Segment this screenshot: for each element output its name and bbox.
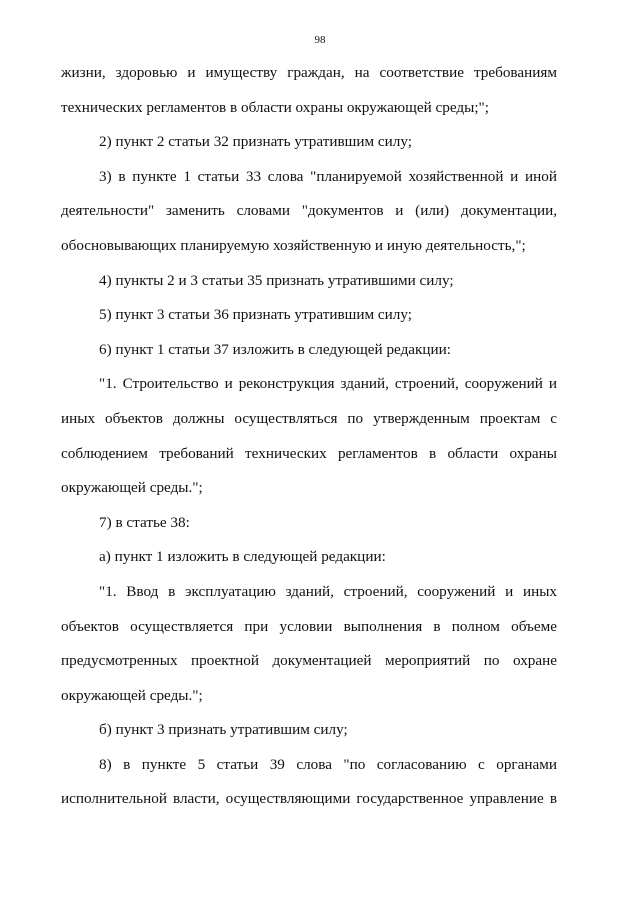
paragraph-item-3: 3) в пункте 1 статьи 33 слова "планируемой хозяйственной и иной деятельности" заменить словами "документов и (или) документации, обосновывающих планируемую хозяйственную и иную деятельность,"; xyxy=(61,167,557,254)
paragraph-quote-construction: "1. Строительство и реконструкция зданий, строений, сооружений и иных объектов должны осуществляться по утвержденным проектам с соблюдением требований технических регламентов в области охраны окружающей среды."; xyxy=(61,375,557,497)
paragraph-item-5: 5) пункт 3 статьи 36 признать утратившим силу; xyxy=(99,306,412,324)
page-number: 98 xyxy=(314,34,326,46)
paragraph-subitem-b: б) пункт 3 признать утратившим силу; xyxy=(99,721,348,739)
paragraph-item-4: 4) пункты 2 и 3 статьи 35 признать утратившими силу; xyxy=(99,271,454,289)
paragraph-item-8: 8) в пункте 5 статьи 39 слова "по согласованию с органами исполнительной власти, осуществляющими государственное управление в xyxy=(61,755,557,808)
paragraph-continuation: жизни, здоровью и имуществу граждан, на соответствие требованиям технических регламентов в области охраны окружающей среды;"; xyxy=(61,64,557,116)
paragraph-subitem-a: а) пункт 1 изложить в следующей редакции: xyxy=(99,548,386,566)
paragraph-item-6: 6) пункт 1 статьи 37 изложить в следующей редакции: xyxy=(99,340,452,358)
paragraph-item-2: 2) пункт 2 статьи 32 признать утратившим силу; xyxy=(99,133,412,151)
paragraph-quote-commissioning: "1. Ввод в эксплуатацию зданий, строений, сооружений и иных объектов осуществляется при условии выполнения в полном объеме предусмотренных проектной документацией мероприятий по охране окружающей среды."; xyxy=(61,582,557,704)
paragraph-item-7: 7) в статье 38: xyxy=(99,513,190,531)
document-body xyxy=(61,56,557,817)
